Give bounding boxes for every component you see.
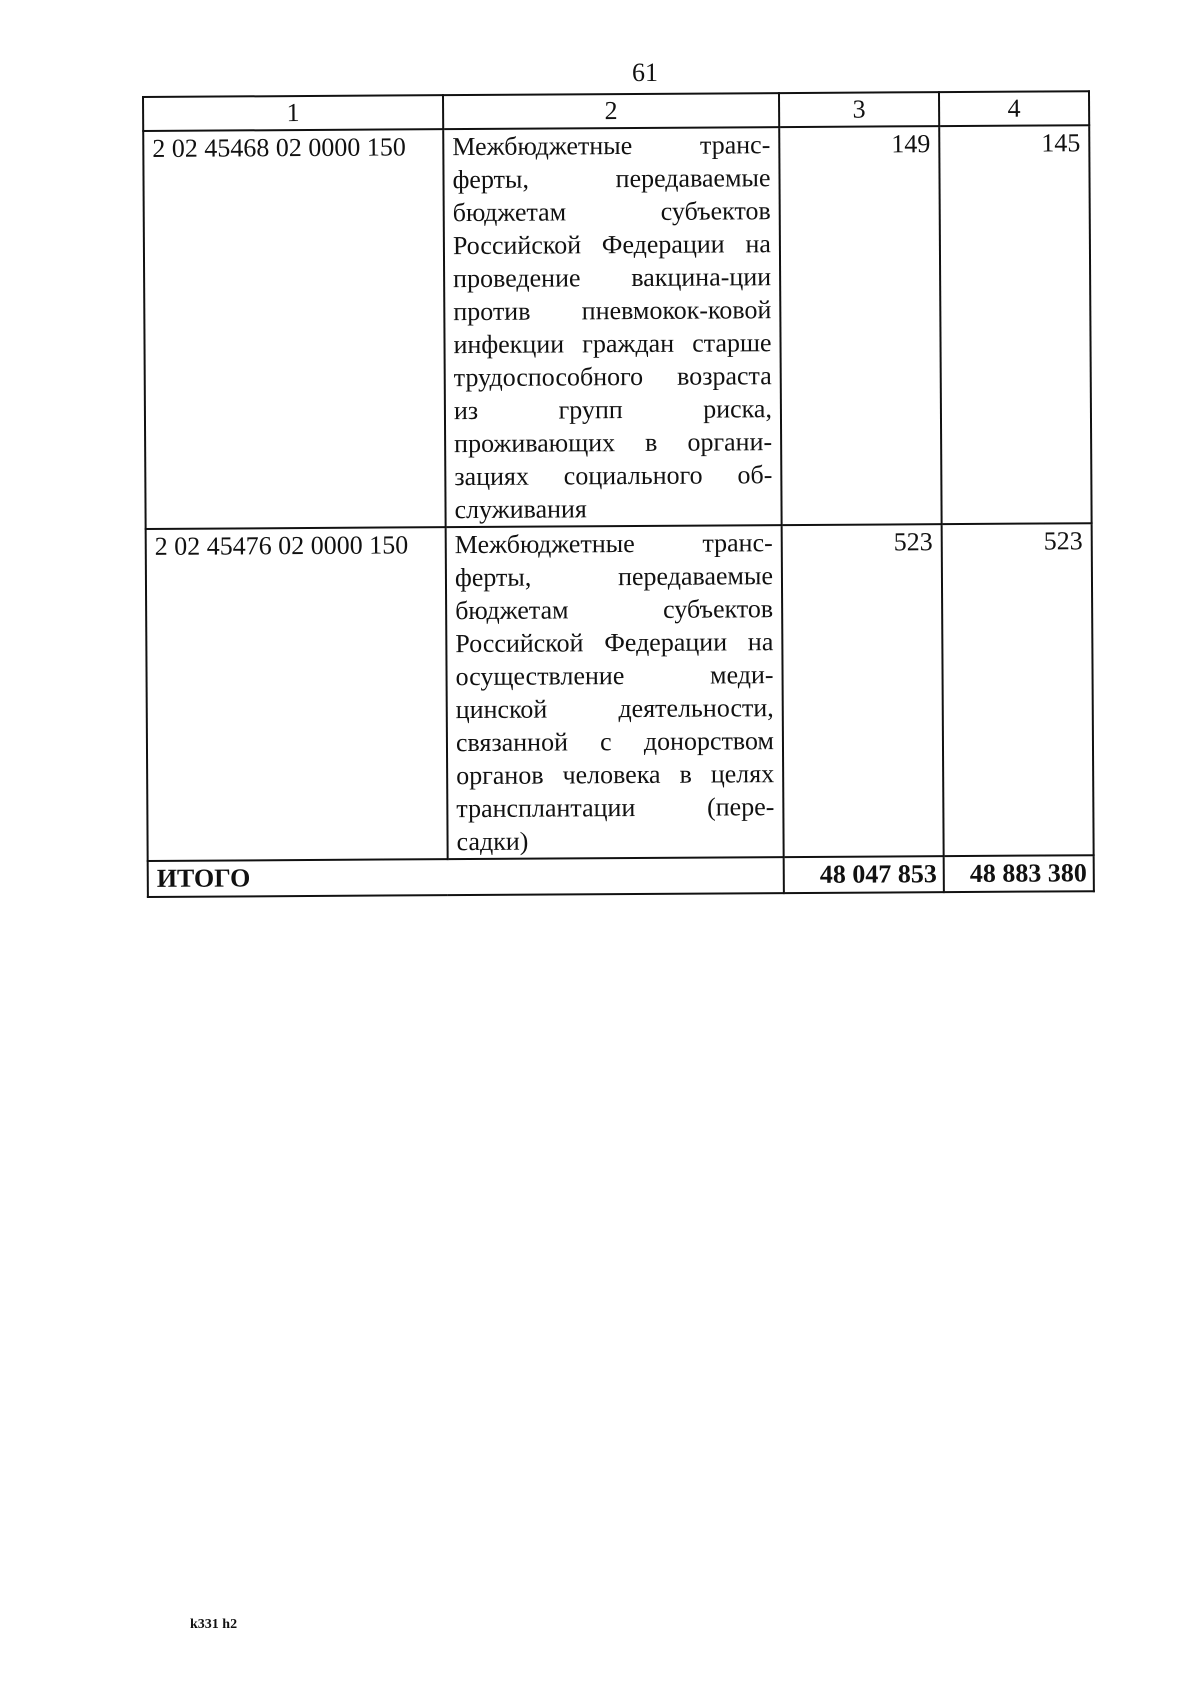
budget-code-cell: 2 02 45476 02 0000 150	[146, 527, 448, 861]
value-col4-cell: 523	[942, 523, 1094, 856]
total-col4: 48 883 380	[944, 855, 1094, 892]
value-col4-cell: 145	[939, 125, 1091, 524]
column-header-4: 4	[939, 91, 1089, 126]
total-row	[148, 855, 1094, 897]
column-header-2: 2	[443, 93, 779, 129]
table-row	[143, 125, 1091, 529]
table-header-row	[143, 91, 1089, 131]
total-label: ИТОГО	[148, 857, 784, 897]
description-cell: Межбюджетные транс-ферты, передаваемые бюджетам субъектов Российской Федерации на осуществление меди-цинской деятельности, связанной с донорством органов человека в целях трансплантации (пере-садки)	[446, 525, 784, 859]
value-col3-cell: 149	[779, 126, 941, 525]
column-header-1: 1	[143, 95, 443, 131]
budget-code-cell: 2 02 45468 02 0000 150	[143, 129, 445, 529]
total-col3: 48 047 853	[784, 856, 944, 893]
table-row	[146, 523, 1094, 861]
page-number: 61	[632, 58, 658, 87]
column-header-3: 3	[779, 92, 939, 127]
description-cell: Межбюджетные транс-ферты, передаваемые бюджетам субъектов Российской Федерации на проведение вакцина-ции против пневмокок-ковой инфекции граждан старше трудоспособного возраста из групп риска, проживающих в органи-зациях социального об-служивания	[443, 127, 781, 527]
budget-table	[142, 90, 1095, 898]
value-col3-cell: 523	[782, 524, 944, 857]
footer-code: k331 h2	[190, 1617, 238, 1632]
